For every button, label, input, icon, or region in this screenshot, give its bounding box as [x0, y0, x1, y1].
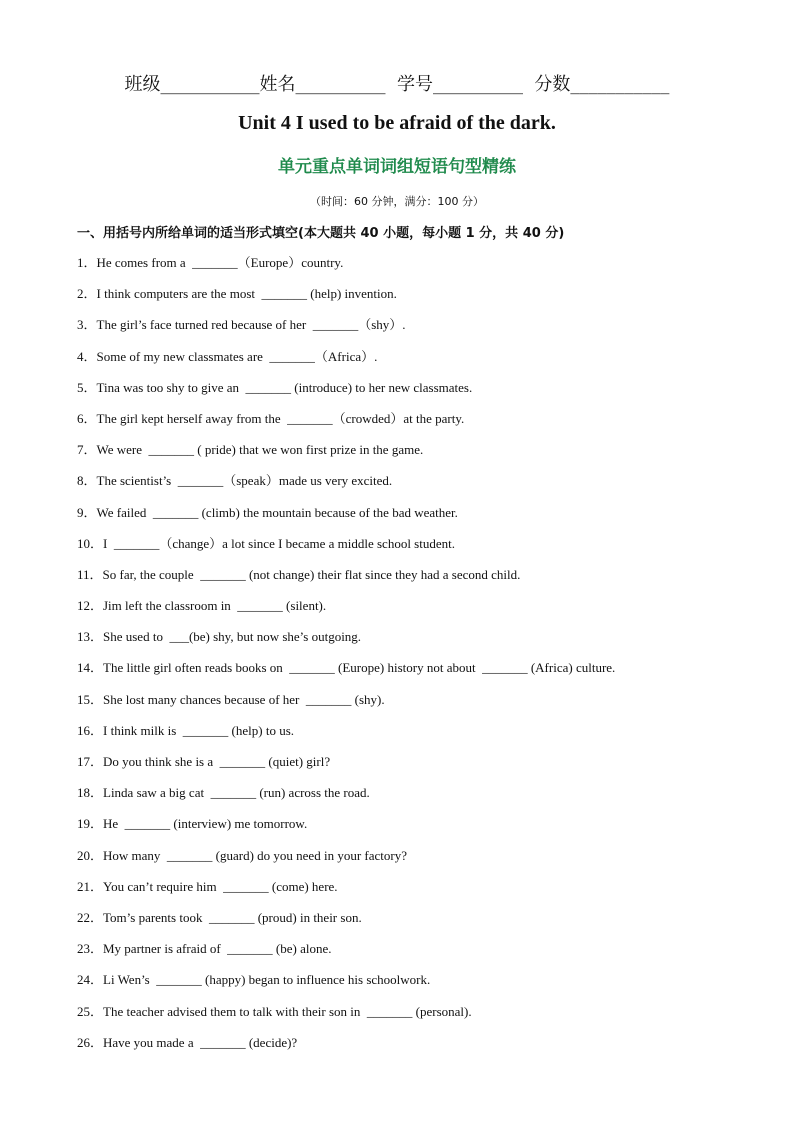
- question-item: 8．The scientist’s _______（speak）made us very excited.: [77, 473, 393, 489]
- question-item: 9．We failed _______ (climb) the mountain because of the bad weather.: [77, 504, 458, 520]
- question-item: 25．The teacher advised them to talk with their son in _______ (personal).: [77, 1003, 472, 1019]
- page-title: Unit 4 I used to be afraid of the dark.: [238, 112, 556, 134]
- question-item: 3．The girl’s face turned red because of her _______（shy）.: [77, 317, 406, 333]
- question-item: 13．She used to ___(be) shy, but now she’s outgoing.: [77, 629, 362, 645]
- question-item: 6．The girl kept herself away from the _______（crowded）at the party.: [77, 410, 465, 426]
- question-item: 18．Linda saw a big cat _______ (run) across the road.: [77, 785, 370, 801]
- question-item: 24．Li Wen’s _______ (happy) began to influence his schoolwork.: [77, 972, 431, 988]
- question-item: 11．So far, the couple _______ (not change) their flat since they had a second child.: [77, 566, 521, 582]
- question-item: 15．She lost many chances because of her _______ (shy).: [77, 691, 385, 707]
- question-list: [77, 252, 757, 1063]
- question-item: 4．Some of my new classmates are _______（Africa）.: [77, 348, 378, 364]
- question-item: 14．The little girl often reads books on _______ (Europe) history not about _______ (Africa) culture.: [77, 660, 616, 676]
- question-item: 10．I _______（change）a lot since I became a middle school student.: [77, 535, 455, 551]
- question-item: 19．He _______ (interview) me tomorrow.: [77, 816, 308, 832]
- question-item: 12．Jim left the classroom in _______ (silent).: [77, 598, 327, 614]
- question-item: 21．You can’t require him _______ (come) here.: [77, 878, 338, 894]
- question-item: 22．Tom’s parents took _______ (proud) in their son.: [77, 909, 362, 925]
- section-heading: 一、用括号内所给单词的适当形式填空(本大题共 40 小题，每小题 1 分，共 40 分): [77, 226, 565, 241]
- question-item: 20．How many _______ (guard) do you need in your factory?: [77, 847, 407, 863]
- page-subtitle: 单元重点单词词组短语句型精练: [278, 157, 516, 177]
- question-item: 7．We were _______ ( pride) that we won first prize in the game.: [77, 442, 424, 458]
- question-item: 1．He comes from a _______（Europe）country.: [77, 255, 344, 270]
- student-info-line: 班级___________姓名__________ 学号__________ 分数___________: [124, 74, 670, 95]
- question-item: 23．My partner is afraid of _______ (be) alone.: [77, 941, 332, 957]
- time-score-note: （时间：60 分钟，满分：100 分）: [310, 195, 484, 208]
- question-item: 26．Have you made a _______ (decide)?: [77, 1034, 298, 1050]
- question-item: 2．I think computers are the most _______ (help) invention.: [77, 286, 397, 302]
- question-item: 17．Do you think she is a _______ (quiet) girl?: [77, 754, 331, 769]
- question-item: 5．Tina was too shy to give an _______ (introduce) to her new classmates.: [77, 379, 473, 395]
- question-item: 16．I think milk is _______ (help) to us.: [77, 722, 295, 738]
